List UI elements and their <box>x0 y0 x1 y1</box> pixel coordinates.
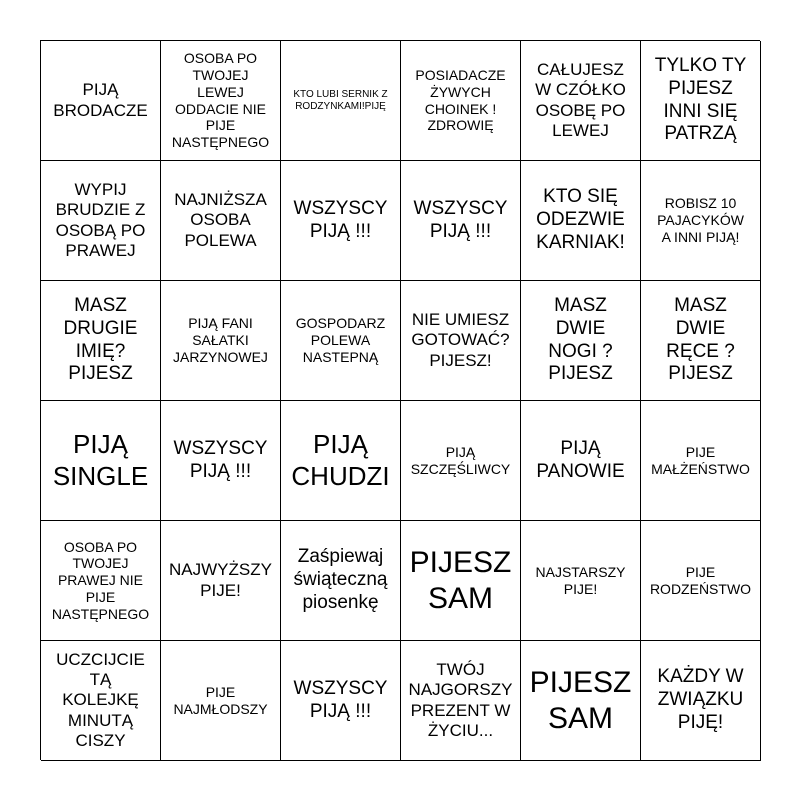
bingo-cell-text: WSZYSCY PIJĄ !!! <box>173 437 268 482</box>
bingo-cell-text: ROBISZ 10 PAJACYKÓW A INNI PIJĄ! <box>657 195 744 245</box>
bingo-cell-text: NAJNIŻSZA OSOBA POLEWA <box>174 189 267 250</box>
bingo-cell-text: WSZYSCY PIJĄ !!! <box>413 197 508 242</box>
bingo-cell-r3c6 <box>641 281 761 401</box>
bingo-cell-r2c3 <box>281 161 401 281</box>
bingo-cell-r3c2 <box>161 281 281 401</box>
bingo-cell-text: PIJĄ SINGLE <box>52 429 149 491</box>
bingo-cell-r1c3 <box>281 41 401 161</box>
bingo-cell-r4c1 <box>41 401 161 521</box>
bingo-cell-text: GOSPODARZ POLEWA NASTEPNĄ <box>295 315 386 365</box>
bingo-cell-r2c4 <box>401 161 521 281</box>
bingo-cell-r1c4 <box>401 41 521 161</box>
bingo-cell-r2c1 <box>41 161 161 281</box>
bingo-cell-r4c6 <box>641 401 761 521</box>
bingo-cell-r1c6 <box>641 41 761 161</box>
bingo-cell-text: KTO SIĘ ODEZWIE KARNIAK! <box>536 186 625 253</box>
bingo-cell-r1c1 <box>41 41 161 161</box>
bingo-cell-text: NIE UMIESZ GOTOWAĆ? PIJESZ! <box>411 309 510 370</box>
bingo-cell-text: PIJĄ PANOWIE <box>536 437 625 482</box>
bingo-cell-text: TWÓJ NAJGORSZY PREZENT W ŻYCIU... <box>408 659 513 740</box>
bingo-cell-text: PIJE RODZEŃSTWO <box>649 563 752 597</box>
bingo-cell-r5c1 <box>41 521 161 641</box>
bingo-cell-r2c2 <box>161 161 281 281</box>
bingo-cell-r3c4 <box>401 281 521 401</box>
bingo-cell-text: WYPIJ BRUDZIE Z OSOBĄ PO PRAWEJ <box>55 179 146 260</box>
bingo-cell-text: PIJĄ CHUDZI <box>291 429 390 491</box>
bingo-cell-text: MASZ DRUGIE IMIĘ? PIJESZ <box>63 294 138 385</box>
bingo-cell-r4c3 <box>281 401 401 521</box>
bingo-cell-r5c3 <box>281 521 401 641</box>
bingo-cell-r5c4 <box>401 521 521 641</box>
bingo-cell-text: TYLKO TY PIJESZ INNI SIĘ PATRZĄ <box>654 54 747 145</box>
bingo-cell-text: NAJWYŻSZY PIJE! <box>169 560 272 600</box>
bingo-cell-text: WSZYSCY PIJĄ !!! <box>293 677 388 722</box>
bingo-cell-text: PIJESZ SAM <box>529 665 632 735</box>
bingo-cell-r2c5 <box>521 161 641 281</box>
bingo-cell-r3c1 <box>41 281 161 401</box>
bingo-cell-r6c6 <box>641 641 761 761</box>
bingo-cell-r6c3 <box>281 641 401 761</box>
bingo-cell-text: MASZ DWIE RĘCE ? PIJESZ <box>666 294 735 385</box>
bingo-cell-text: OSOBA PO TWOJEJ PRAWEJ NIE PIJE NASTĘPNEGO <box>51 538 150 622</box>
bingo-cell-text: PIJĄ SZCZĘŚLIWCY <box>410 443 511 477</box>
bingo-cell-r5c5 <box>521 521 641 641</box>
bingo-cell-text: MASZ DWIE NOGI ? PIJESZ <box>548 294 613 385</box>
bingo-cell-r4c2 <box>161 401 281 521</box>
bingo-cell-text: KAŻDY W ZWIĄZKU PIJĘ! <box>657 666 744 733</box>
bingo-cell-r5c2 <box>161 521 281 641</box>
bingo-cell-text: CAŁUJESZ W CZÓŁKO OSOBĘ PO LEWEJ <box>535 59 626 140</box>
bingo-cell-r3c3 <box>281 281 401 401</box>
bingo-cell-r5c6 <box>641 521 761 641</box>
bingo-cell-text: UCZCIJCIE TĄ KOLEJKĘ MINUTĄ CISZY <box>56 649 145 751</box>
bingo-cell-text: Zaśpiewaj świąteczną piosenkę <box>293 546 388 613</box>
bingo-cell-text: POSIADACZE ŻYWYCH CHOINEK ! ZDROWIĘ <box>415 66 506 134</box>
bingo-cell-text: PIJĄ BRODACZE <box>53 80 148 120</box>
bingo-cell-text: OSOBA PO TWOJEJ LEWEJ ODDACIE NIE PIJE NASTĘPNEGO <box>171 50 270 151</box>
bingo-cell-text: KTO LUBI SERNIK Z RODZYNKAMI!PIJĘ <box>293 88 388 112</box>
bingo-grid <box>40 40 760 760</box>
bingo-cell-r3c5 <box>521 281 641 401</box>
bingo-cell-text: PIJESZ SAM <box>409 545 512 615</box>
bingo-cell-text: PIJE MAŁŻEŃSTWO <box>651 443 750 477</box>
bingo-cell-r2c6 <box>641 161 761 281</box>
bingo-cell-r6c4 <box>401 641 521 761</box>
bingo-cell-text: PIJĄ FANI SAŁATKI JARZYNOWEJ <box>173 315 268 365</box>
bingo-cell-r1c2 <box>161 41 281 161</box>
bingo-cell-r6c5 <box>521 641 641 761</box>
bingo-cell-text: NAJSTARSZY PIJE! <box>535 563 626 597</box>
bingo-cell-r6c2 <box>161 641 281 761</box>
bingo-cell-r6c1 <box>41 641 161 761</box>
bingo-cell-r1c5 <box>521 41 641 161</box>
bingo-cell-text: PIJE NAJMŁODSZY <box>173 683 268 717</box>
bingo-cell-r4c5 <box>521 401 641 521</box>
bingo-cell-r4c4 <box>401 401 521 521</box>
bingo-cell-text: WSZYSCY PIJĄ !!! <box>293 197 388 242</box>
